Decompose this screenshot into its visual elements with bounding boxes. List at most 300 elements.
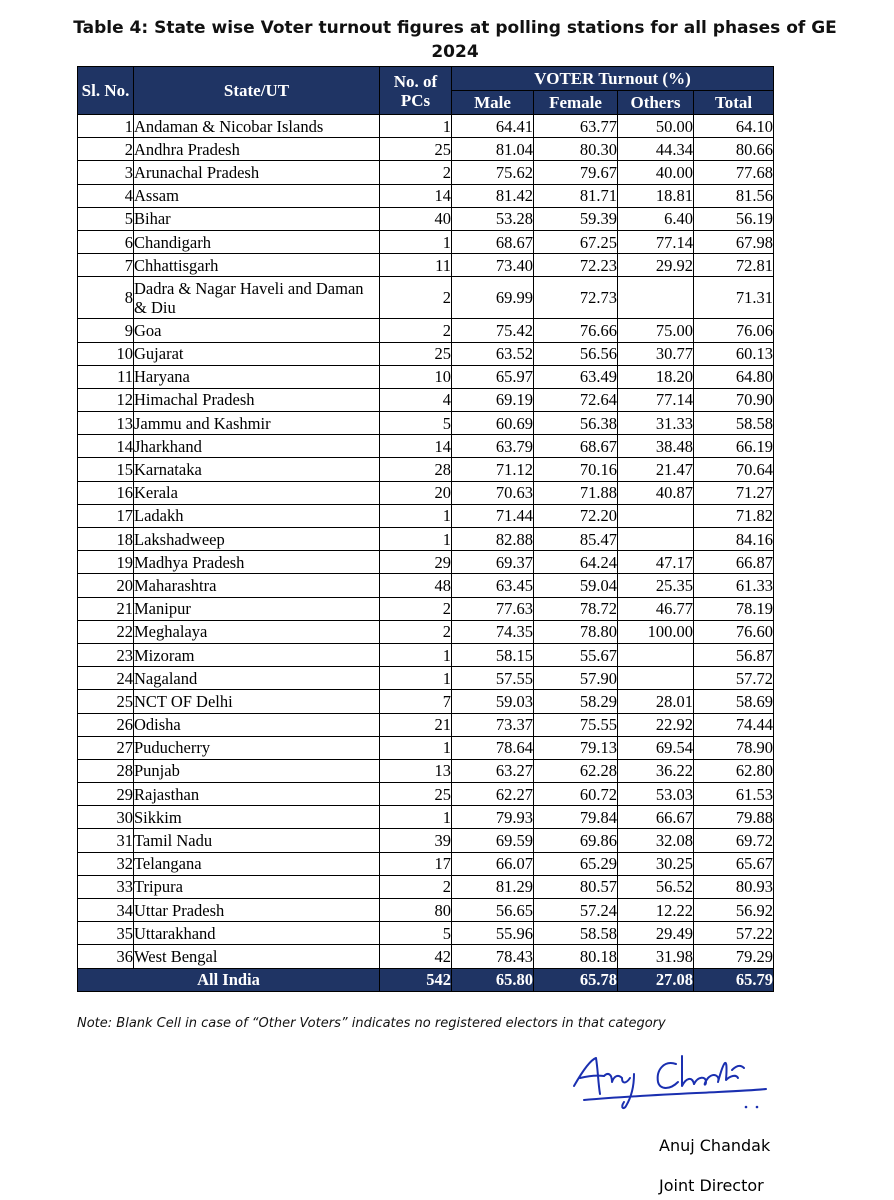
row-sl-no: 7 — [78, 254, 134, 277]
row-sl-no: 8 — [78, 277, 134, 319]
row-pcs: 21 — [380, 713, 452, 736]
row-female: 62.28 — [534, 759, 618, 782]
row-male: 73.37 — [452, 713, 534, 736]
table-row — [78, 945, 774, 968]
all-india-others: 27.08 — [618, 968, 694, 991]
table-row — [78, 277, 774, 319]
row-pcs: 1 — [380, 667, 452, 690]
row-total: 61.53 — [694, 783, 774, 806]
row-state: Assam — [134, 184, 380, 207]
row-total: 71.82 — [694, 504, 774, 527]
row-female: 58.58 — [534, 922, 618, 945]
table-row — [78, 597, 774, 620]
table-row — [78, 713, 774, 736]
row-state: West Bengal — [134, 945, 380, 968]
header-male: Male — [452, 91, 534, 115]
row-sl-no: 24 — [78, 667, 134, 690]
row-pcs: 2 — [380, 161, 452, 184]
row-total: 57.72 — [694, 667, 774, 690]
row-state: Goa — [134, 319, 380, 342]
row-pcs: 2 — [380, 875, 452, 898]
table-row — [78, 875, 774, 898]
voter-turnout-table — [77, 66, 774, 992]
table-row — [78, 922, 774, 945]
row-male: 69.59 — [452, 829, 534, 852]
row-total: 65.67 — [694, 852, 774, 875]
row-state: Karnataka — [134, 458, 380, 481]
row-pcs: 28 — [380, 458, 452, 481]
row-female: 79.67 — [534, 161, 618, 184]
row-pcs: 1 — [380, 736, 452, 759]
row-pcs: 11 — [380, 254, 452, 277]
row-state: Chhattisgarh — [134, 254, 380, 277]
row-total: 56.19 — [694, 207, 774, 230]
row-total: 56.92 — [694, 899, 774, 922]
row-pcs: 40 — [380, 207, 452, 230]
row-others: 30.25 — [618, 852, 694, 875]
row-pcs: 2 — [380, 319, 452, 342]
row-state: Madhya Pradesh — [134, 551, 380, 574]
row-male: 59.03 — [452, 690, 534, 713]
row-total: 80.66 — [694, 138, 774, 161]
row-sl-no: 35 — [78, 922, 134, 945]
row-pcs: 14 — [380, 184, 452, 207]
row-state: Tripura — [134, 875, 380, 898]
row-pcs: 1 — [380, 643, 452, 666]
row-pcs: 5 — [380, 922, 452, 945]
row-male: 63.45 — [452, 574, 534, 597]
table-row — [78, 504, 774, 527]
row-sl-no: 12 — [78, 388, 134, 411]
table-row — [78, 458, 774, 481]
table-footer — [78, 968, 774, 991]
row-state: Tamil Nadu — [134, 829, 380, 852]
row-others: 46.77 — [618, 597, 694, 620]
row-pcs: 80 — [380, 899, 452, 922]
row-others: 66.67 — [618, 806, 694, 829]
row-male: 81.04 — [452, 138, 534, 161]
table-row — [78, 388, 774, 411]
table-title — [60, 16, 850, 64]
row-male: 65.97 — [452, 365, 534, 388]
row-female: 63.77 — [534, 115, 618, 138]
row-total: 81.56 — [694, 184, 774, 207]
row-sl-no: 3 — [78, 161, 134, 184]
row-sl-no: 16 — [78, 481, 134, 504]
row-female: 56.56 — [534, 342, 618, 365]
row-others: 40.00 — [618, 161, 694, 184]
table-row — [78, 667, 774, 690]
row-others: 40.87 — [618, 481, 694, 504]
row-state: Manipur — [134, 597, 380, 620]
row-pcs: 25 — [380, 138, 452, 161]
row-sl-no: 11 — [78, 365, 134, 388]
row-male: 78.64 — [452, 736, 534, 759]
row-male: 73.40 — [452, 254, 534, 277]
row-state: Nagaland — [134, 667, 380, 690]
row-others: 22.92 — [618, 713, 694, 736]
row-others: 47.17 — [618, 551, 694, 574]
row-total: 67.98 — [694, 230, 774, 253]
row-sl-no: 6 — [78, 230, 134, 253]
row-state: Maharashtra — [134, 574, 380, 597]
row-sl-no: 1 — [78, 115, 134, 138]
row-state: Arunachal Pradesh — [134, 161, 380, 184]
row-female: 80.57 — [534, 875, 618, 898]
row-total: 84.16 — [694, 528, 774, 551]
row-total: 76.60 — [694, 620, 774, 643]
row-male: 81.29 — [452, 875, 534, 898]
table-row — [78, 184, 774, 207]
row-male: 57.55 — [452, 667, 534, 690]
row-female: 57.90 — [534, 667, 618, 690]
row-sl-no: 15 — [78, 458, 134, 481]
row-pcs: 14 — [380, 435, 452, 458]
row-male: 58.15 — [452, 643, 534, 666]
row-sl-no: 32 — [78, 852, 134, 875]
row-female: 78.80 — [534, 620, 618, 643]
row-male: 63.27 — [452, 759, 534, 782]
row-female: 60.72 — [534, 783, 618, 806]
row-others: 18.20 — [618, 365, 694, 388]
row-female: 85.47 — [534, 528, 618, 551]
row-female: 75.55 — [534, 713, 618, 736]
row-female: 80.18 — [534, 945, 618, 968]
row-pcs: 5 — [380, 412, 452, 435]
row-female: 72.23 — [534, 254, 618, 277]
row-state: Bihar — [134, 207, 380, 230]
row-others: 50.00 — [618, 115, 694, 138]
table-row — [78, 161, 774, 184]
row-state: Mizoram — [134, 643, 380, 666]
row-sl-no: 30 — [78, 806, 134, 829]
row-sl-no: 27 — [78, 736, 134, 759]
row-sl-no: 17 — [78, 504, 134, 527]
row-total: 64.80 — [694, 365, 774, 388]
row-others: 69.54 — [618, 736, 694, 759]
table-row — [78, 207, 774, 230]
row-state: Dadra & Nagar Haveli and Daman & Diu — [134, 277, 380, 319]
row-state: Jharkhand — [134, 435, 380, 458]
signatory-designation: Joint Director — [659, 1176, 764, 1195]
row-male: 56.65 — [452, 899, 534, 922]
row-state: Uttar Pradesh — [134, 899, 380, 922]
row-pcs: 1 — [380, 115, 452, 138]
row-pcs: 4 — [380, 388, 452, 411]
row-female: 72.64 — [534, 388, 618, 411]
table-row — [78, 319, 774, 342]
row-others: 53.03 — [618, 783, 694, 806]
table-row — [78, 899, 774, 922]
row-others: 29.49 — [618, 922, 694, 945]
row-state: Puducherry — [134, 736, 380, 759]
row-sl-no: 22 — [78, 620, 134, 643]
row-male: 69.19 — [452, 388, 534, 411]
row-pcs: 20 — [380, 481, 452, 504]
row-female: 59.04 — [534, 574, 618, 597]
table-row — [78, 759, 774, 782]
row-others: 77.14 — [618, 388, 694, 411]
row-sl-no: 26 — [78, 713, 134, 736]
row-sl-no: 14 — [78, 435, 134, 458]
row-pcs: 29 — [380, 551, 452, 574]
row-state: Andhra Pradesh — [134, 138, 380, 161]
row-pcs: 2 — [380, 277, 452, 319]
row-total: 66.19 — [694, 435, 774, 458]
all-india-total: 65.79 — [694, 968, 774, 991]
row-pcs: 1 — [380, 230, 452, 253]
row-male: 82.88 — [452, 528, 534, 551]
row-total: 70.90 — [694, 388, 774, 411]
table-row — [78, 620, 774, 643]
row-sl-no: 2 — [78, 138, 134, 161]
handwritten-signature — [568, 1050, 778, 1116]
row-male: 55.96 — [452, 922, 534, 945]
row-male: 63.52 — [452, 342, 534, 365]
all-india-female: 65.78 — [534, 968, 618, 991]
row-sl-no: 19 — [78, 551, 134, 574]
row-others — [618, 528, 694, 551]
table-row — [78, 435, 774, 458]
header-others: Others — [618, 91, 694, 115]
row-male: 69.37 — [452, 551, 534, 574]
row-others — [618, 643, 694, 666]
row-female: 57.24 — [534, 899, 618, 922]
row-male: 71.44 — [452, 504, 534, 527]
row-sl-no: 28 — [78, 759, 134, 782]
row-others: 32.08 — [618, 829, 694, 852]
row-sl-no: 20 — [78, 574, 134, 597]
row-female: 68.67 — [534, 435, 618, 458]
row-state: Uttarakhand — [134, 922, 380, 945]
row-male: 70.63 — [452, 481, 534, 504]
row-total: 80.93 — [694, 875, 774, 898]
row-total: 77.68 — [694, 161, 774, 184]
row-sl-no: 31 — [78, 829, 134, 852]
row-total: 60.13 — [694, 342, 774, 365]
table-header — [78, 67, 774, 115]
row-sl-no: 4 — [78, 184, 134, 207]
row-male: 75.62 — [452, 161, 534, 184]
header-state: State/UT — [134, 67, 380, 115]
row-others: 56.52 — [618, 875, 694, 898]
row-female: 55.67 — [534, 643, 618, 666]
row-male: 77.63 — [452, 597, 534, 620]
row-male: 74.35 — [452, 620, 534, 643]
row-pcs: 48 — [380, 574, 452, 597]
row-female: 81.71 — [534, 184, 618, 207]
row-total: 64.10 — [694, 115, 774, 138]
row-state: NCT OF Delhi — [134, 690, 380, 713]
row-sl-no: 13 — [78, 412, 134, 435]
row-pcs: 2 — [380, 597, 452, 620]
row-total: 78.19 — [694, 597, 774, 620]
row-male: 60.69 — [452, 412, 534, 435]
row-state: Haryana — [134, 365, 380, 388]
row-female: 71.88 — [534, 481, 618, 504]
row-sl-no: 36 — [78, 945, 134, 968]
header-sl-no: Sl. No. — [78, 67, 134, 115]
row-total: 71.27 — [694, 481, 774, 504]
row-pcs: 2 — [380, 620, 452, 643]
row-others: 18.81 — [618, 184, 694, 207]
row-pcs: 39 — [380, 829, 452, 852]
row-pcs: 42 — [380, 945, 452, 968]
row-total: 71.31 — [694, 277, 774, 319]
row-female: 67.25 — [534, 230, 618, 253]
row-total: 78.90 — [694, 736, 774, 759]
row-others: 75.00 — [618, 319, 694, 342]
row-others: 77.14 — [618, 230, 694, 253]
all-india-male: 65.80 — [452, 968, 534, 991]
row-others: 100.00 — [618, 620, 694, 643]
row-state: Himachal Pradesh — [134, 388, 380, 411]
row-pcs: 1 — [380, 504, 452, 527]
title-line-1: Table 4: State wise Voter turnout figures at polling stations for all phases of GE — [73, 18, 837, 38]
row-female: 79.84 — [534, 806, 618, 829]
row-others: 28.01 — [618, 690, 694, 713]
row-sl-no: 5 — [78, 207, 134, 230]
row-total: 66.87 — [694, 551, 774, 574]
table-row — [78, 852, 774, 875]
header-pcs: No. of PCs — [380, 67, 452, 115]
row-state: Gujarat — [134, 342, 380, 365]
table-row — [78, 574, 774, 597]
row-others: 36.22 — [618, 759, 694, 782]
row-male: 71.12 — [452, 458, 534, 481]
signatory-name: Anuj Chandak — [659, 1136, 771, 1155]
row-sl-no: 10 — [78, 342, 134, 365]
table-body — [78, 115, 774, 969]
row-others: 31.98 — [618, 945, 694, 968]
row-total: 79.29 — [694, 945, 774, 968]
row-female: 70.16 — [534, 458, 618, 481]
row-others: 25.35 — [618, 574, 694, 597]
row-others: 38.48 — [618, 435, 694, 458]
row-female: 72.73 — [534, 277, 618, 319]
row-male: 62.27 — [452, 783, 534, 806]
row-pcs: 1 — [380, 806, 452, 829]
row-total: 72.81 — [694, 254, 774, 277]
row-others: 21.47 — [618, 458, 694, 481]
row-state: Sikkim — [134, 806, 380, 829]
table-row — [78, 783, 774, 806]
header-female: Female — [534, 91, 618, 115]
row-state: Jammu and Kashmir — [134, 412, 380, 435]
row-others — [618, 277, 694, 319]
row-others: 12.22 — [618, 899, 694, 922]
row-state: Andaman & Nicobar Islands — [134, 115, 380, 138]
row-female: 69.86 — [534, 829, 618, 852]
row-total: 79.88 — [694, 806, 774, 829]
row-male: 79.93 — [452, 806, 534, 829]
header-total: Total — [694, 91, 774, 115]
row-state: Punjab — [134, 759, 380, 782]
header-turnout: VOTER Turnout (%) — [452, 67, 774, 91]
row-others — [618, 667, 694, 690]
row-pcs: 17 — [380, 852, 452, 875]
row-sl-no: 21 — [78, 597, 134, 620]
row-female: 79.13 — [534, 736, 618, 759]
row-total: 61.33 — [694, 574, 774, 597]
row-sl-no: 9 — [78, 319, 134, 342]
row-pcs: 25 — [380, 342, 452, 365]
title-line-2: 2024 — [431, 42, 479, 62]
row-total: 69.72 — [694, 829, 774, 852]
table-row — [78, 806, 774, 829]
row-state: Telangana — [134, 852, 380, 875]
row-female: 64.24 — [534, 551, 618, 574]
row-state: Lakshadweep — [134, 528, 380, 551]
table-row — [78, 551, 774, 574]
row-female: 78.72 — [534, 597, 618, 620]
row-male: 69.99 — [452, 277, 534, 319]
table-row — [78, 115, 774, 138]
table-row — [78, 481, 774, 504]
row-male: 53.28 — [452, 207, 534, 230]
row-male: 68.67 — [452, 230, 534, 253]
row-total: 58.58 — [694, 412, 774, 435]
row-total: 57.22 — [694, 922, 774, 945]
row-male: 81.42 — [452, 184, 534, 207]
table-row — [78, 829, 774, 852]
table-row — [78, 528, 774, 551]
row-male: 75.42 — [452, 319, 534, 342]
row-sl-no: 18 — [78, 528, 134, 551]
table-row — [78, 643, 774, 666]
row-state: Ladakh — [134, 504, 380, 527]
row-male: 66.07 — [452, 852, 534, 875]
row-state: Rajasthan — [134, 783, 380, 806]
row-sl-no: 29 — [78, 783, 134, 806]
row-male: 64.41 — [452, 115, 534, 138]
row-state: Kerala — [134, 481, 380, 504]
table-row — [78, 690, 774, 713]
row-total: 70.64 — [694, 458, 774, 481]
row-sl-no: 23 — [78, 643, 134, 666]
row-male: 78.43 — [452, 945, 534, 968]
row-pcs: 10 — [380, 365, 452, 388]
row-female: 59.39 — [534, 207, 618, 230]
row-female: 80.30 — [534, 138, 618, 161]
row-state: Meghalaya — [134, 620, 380, 643]
row-pcs: 13 — [380, 759, 452, 782]
row-sl-no: 25 — [78, 690, 134, 713]
table-row — [78, 342, 774, 365]
row-female: 56.38 — [534, 412, 618, 435]
row-total: 58.69 — [694, 690, 774, 713]
row-male: 63.79 — [452, 435, 534, 458]
all-india-pcs: 542 — [380, 968, 452, 991]
row-female: 76.66 — [534, 319, 618, 342]
row-others: 31.33 — [618, 412, 694, 435]
all-india-label: All India — [78, 968, 380, 991]
row-pcs: 1 — [380, 528, 452, 551]
row-female: 58.29 — [534, 690, 618, 713]
row-others: 6.40 — [618, 207, 694, 230]
row-total: 62.80 — [694, 759, 774, 782]
table-row — [78, 365, 774, 388]
row-pcs: 25 — [380, 783, 452, 806]
row-state: Chandigarh — [134, 230, 380, 253]
row-total: 74.44 — [694, 713, 774, 736]
row-others: 29.92 — [618, 254, 694, 277]
table-row — [78, 254, 774, 277]
table-row — [78, 412, 774, 435]
row-others: 44.34 — [618, 138, 694, 161]
row-female: 72.20 — [534, 504, 618, 527]
row-pcs: 7 — [380, 690, 452, 713]
